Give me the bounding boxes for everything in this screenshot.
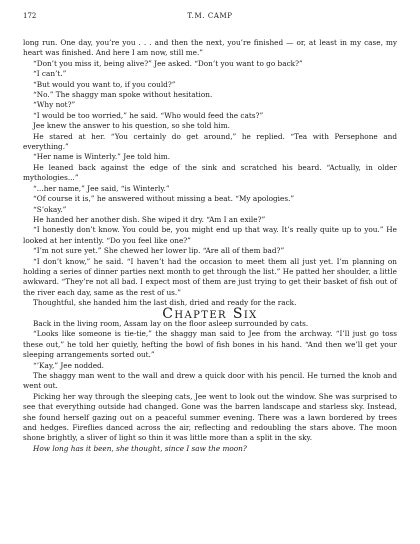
italic-thought	[23, 444, 397, 454]
page-number: 172	[23, 12, 37, 20]
paragraph: “Looks like someone is tie-tie,” the shaggy man said to Jee from the archway. “I’ll just go toss these out,” he told her quietly, hefting the bowl of fish bones in his hand. “And then we’ll get your sleeping arrangements sorted out.”	[23, 329, 397, 360]
paragraph: The shaggy man went to the wall and drew a quick door with his pencil. He turned the knob and went out.	[23, 371, 397, 391]
paragraph: “I would be too worried,” he said. “Who would feed the cats?”	[33, 110, 264, 120]
paragraph: “No.” The shaggy man spoke without hesitation.	[33, 90, 213, 100]
paragraph: “I’m not sure yet.” She chewed her lower lip. “Are all of them bad?”	[33, 246, 285, 256]
paragraph: Picking her way through the sleeping cats, Jee went to look out the window. She was surprised to see that everything outside had changed. Gone was the barren landscape and starless sky. Instead, she found herself gazing out on a peaceful summer evening. There was a lawn bordered by trees and hedges. Fireflies danced across the air, reflecting and redoubling the stars above. The moon shone brightly, a sliver of light so thin it was little more than a split in the sky.	[23, 391, 397, 443]
paragraph: He stared at her. “You certainly do get around,” he replied. “Tea with Persephone and everything.”	[23, 131, 397, 152]
paragraph: “But would you want to, if you could?”	[33, 79, 176, 89]
paragraph: Back in the living room, Assam lay on the floor asleep surrounded by cats.	[33, 318, 309, 328]
running-head: T.M. CAMP	[187, 12, 233, 20]
paragraph: “Of course it is,” he answered without missing a beat. “My apologies.”	[33, 194, 295, 204]
italic-text: How long has it been, she thought, since I saw the moon?	[33, 443, 247, 453]
paragraph: “Don’t you miss it, being alive?” Jee asked. “Don’t you want to go back?”	[33, 58, 303, 68]
paragraph: “I don’t know,” he said. “I haven’t had the occasion to meet them all just yet. I’m planning on holding a series of dinner parties next month to get through the list.” He patted her shoulder, a little awkward. “They’re not all bad. I expect most of them are just trying to get their basket of fish out of the river each day, same as the rest of us.”	[23, 256, 397, 297]
paragraph: “I can’t.”	[33, 69, 67, 79]
paragraph: “...her name,” Jee said, “is Winterly.”	[33, 183, 170, 193]
body-text	[23, 38, 397, 454]
paragraph: Thoughtful, she handed him the last dish, dried and ready for the rack.	[33, 298, 297, 308]
paragraph: “Her name is Winterly.” Jee told him.	[33, 152, 171, 162]
page-header	[23, 12, 397, 22]
paragraph: He handed her another dish. She wiped it dry. “Am I an exile?”	[33, 214, 266, 224]
paragraph: “Why not?”	[33, 100, 76, 110]
chapter-title: Chapter Six	[162, 305, 258, 322]
paragraph: long run. One day, you’re you . . . and then the next, you’re finished — or, at least in my case, my heart was finished. And here I am now, still me.”	[23, 38, 397, 58]
paragraph: “’Kay,” Jee nodded.	[33, 360, 104, 370]
paragraph: He leaned back against the edge of the sink and scratched his beard. “Actually, in older mythologies...”	[23, 162, 397, 183]
paragraph: “S’okay.”	[33, 204, 67, 214]
paragraph: “I honestly don’t know. You could be, you might end up that way. It’s really quite up to you.” He looked at her intently. “Do you feel like one?”	[23, 225, 397, 245]
paragraph: Jee knew the answer to his question, so she told him.	[33, 121, 230, 131]
